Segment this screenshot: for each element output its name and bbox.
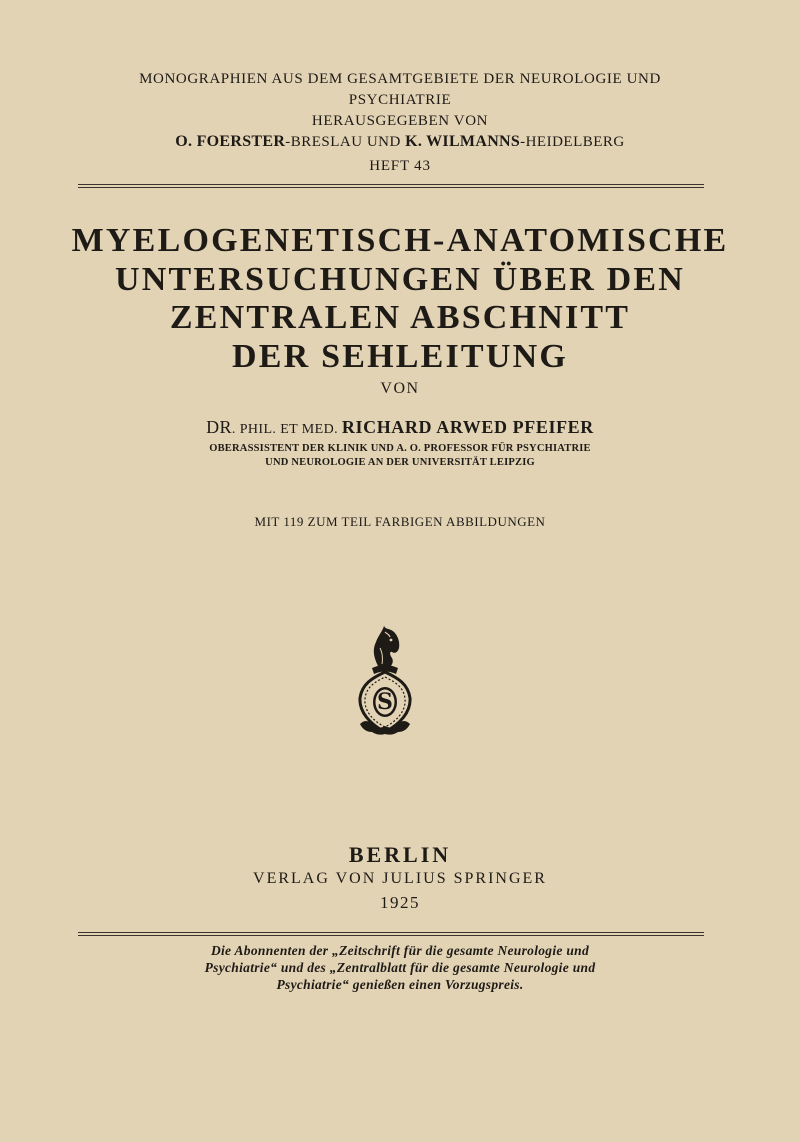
editors-line — [0, 133, 800, 151]
editor-1-name: O. FOERSTER — [175, 133, 286, 150]
double-rule-bottom — [78, 932, 704, 936]
series-title-line-1: MONOGRAPHIEN AUS DEM GESAMTGEBIETE DER NEUROLOGIE UND — [139, 71, 661, 87]
editor-1-place: -BRESLAU UND — [285, 134, 406, 150]
imprint-publisher: VERLAG VON JULIUS SPRINGER — [253, 870, 547, 887]
subscriber-note — [0, 942, 800, 993]
book-title-line-3: ZENTRALEN ABSCHNITT — [169, 299, 631, 336]
book-title-line-4: DER SEHLEITUNG — [232, 337, 568, 375]
series-title-line-2: PSYCHIATRIE — [348, 92, 452, 108]
author-title-dr: DR — [206, 417, 232, 437]
logo-letter: S — [377, 689, 393, 715]
author-title-degrees: . PHIL. ET MED. — [231, 422, 342, 437]
editor-2-name: K. WILMANNS — [405, 133, 521, 150]
affiliation-line-1: OBERASSISTENT DER KLINIK UND A. O. PROFESSOR FÜR PSYCHIATRIE — [209, 443, 591, 454]
editor-2-place: -HEIDELBERG — [520, 134, 625, 150]
author-name: RICHARD ARWED PFEIFER — [341, 417, 594, 437]
double-rule-top — [78, 184, 704, 188]
affiliation-line-2: UND NEUROLOGIE AN DER UNIVERSITÄT LEIPZIG — [265, 457, 535, 468]
book-title-line-1: MYELOGENETISCH-ANATOMISCHE — [71, 222, 729, 259]
subscriber-note-line-3: Psychiatrie“ genießen einen Vorzugspreis. — [276, 977, 524, 992]
book-title-line-2: UNTERSUCHUNGEN ÜBER DEN — [114, 260, 686, 298]
springer-knight-logo-icon — [352, 620, 418, 740]
subscriber-note-line-1: Die Abonnenten der „Zeitschrift für die gesamte Neurologie und — [210, 943, 590, 958]
subscriber-note-line-2: Psychiatrie“ und des „Zentralblatt für die gesamte Neurologie und — [204, 960, 596, 975]
series-title — [0, 69, 800, 132]
by-label: VON — [380, 380, 420, 397]
author-line — [0, 417, 800, 438]
imprint-year: 1925 — [380, 893, 420, 912]
book-title — [0, 222, 800, 376]
editors-intro: HERAUSGEGEBEN VON — [311, 113, 489, 129]
illustrations-note: MIT 119 ZUM TEIL FARBIGEN ABBILDUNGEN — [254, 514, 546, 529]
imprint-place: BERLIN — [348, 842, 452, 867]
author-affiliation — [0, 442, 800, 470]
issue-number: HEFT 43 — [369, 158, 431, 174]
